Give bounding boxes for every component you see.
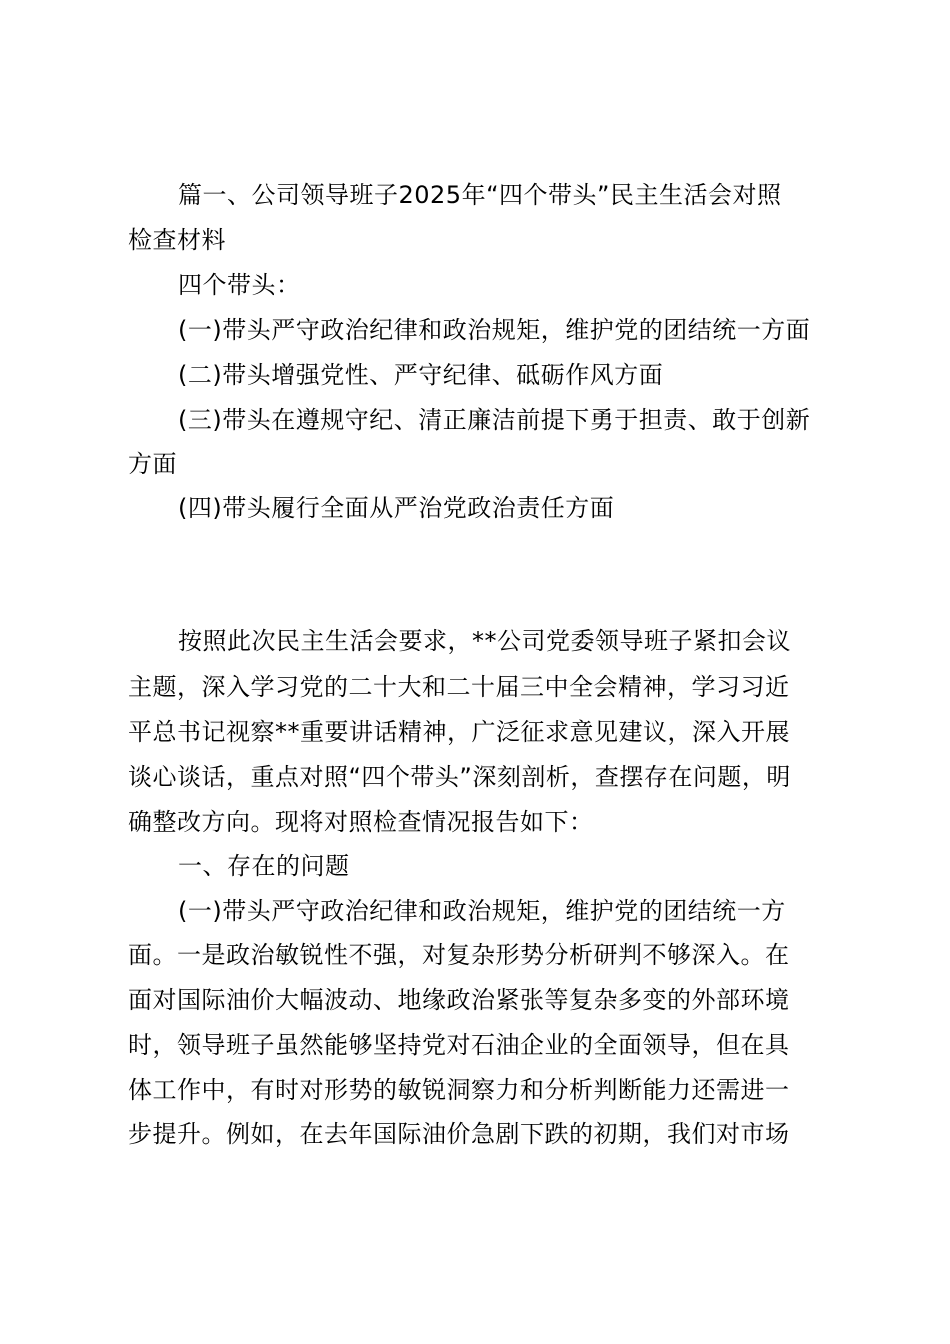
- body-line: 平总书记视察**重要讲话精神，广泛征求意见建议，深入开展: [128, 718, 790, 746]
- title-line-1: 篇一、公司领导班子2025年“四个带头”民主生活会对照: [178, 181, 782, 209]
- body-line: 面。一是政治敏锐性不强，对复杂形势分析研判不够深入。在: [128, 941, 790, 969]
- title-line-2: 检查材料: [128, 226, 226, 254]
- body-line: 主题，深入学习党的二十大和二十届三中全会精神，学习习近: [128, 673, 790, 701]
- body-line: 确整改方向。现将对照检查情况报告如下：: [128, 808, 594, 836]
- intro-heading: 四个带头：: [178, 271, 301, 299]
- list-item: (三)带头在遵规守纪、清正廉洁前提下勇于担责、敢于创新: [178, 406, 811, 434]
- list-item-continuation: 方面: [128, 450, 177, 478]
- body-line: 按照此次民主生活会要求，**公司党委领导班子紧扣会议: [178, 627, 791, 655]
- list-item: (二)带头增强党性、严守纪律、砥砺作风方面: [178, 361, 664, 389]
- body-line: (一)带头严守政治纪律和政治规矩，维护党的团结统一方: [178, 897, 786, 925]
- body-line: 面对国际油价大幅波动、地缘政治紧张等复杂多变的外部环境: [128, 986, 790, 1014]
- list-item: (一)带头严守政治纪律和政治规矩，维护党的团结统一方面: [178, 316, 811, 344]
- section-heading: 一、存在的问题: [178, 852, 350, 880]
- list-item: (四)带头履行全面从严治党政治责任方面: [178, 494, 615, 522]
- body-line: 体工作中，有时对形势的敏锐洞察力和分析判断能力还需进一: [128, 1076, 790, 1104]
- body-line: 步提升。例如，在去年国际油价急剧下跌的初期，我们对市场: [128, 1120, 790, 1148]
- body-line: 时，领导班子虽然能够坚持党对石油企业的全面领导，但在具: [128, 1031, 790, 1059]
- body-line: 谈心谈话，重点对照“四个带头”深刻剖析，查摆存在问题，明: [128, 763, 791, 791]
